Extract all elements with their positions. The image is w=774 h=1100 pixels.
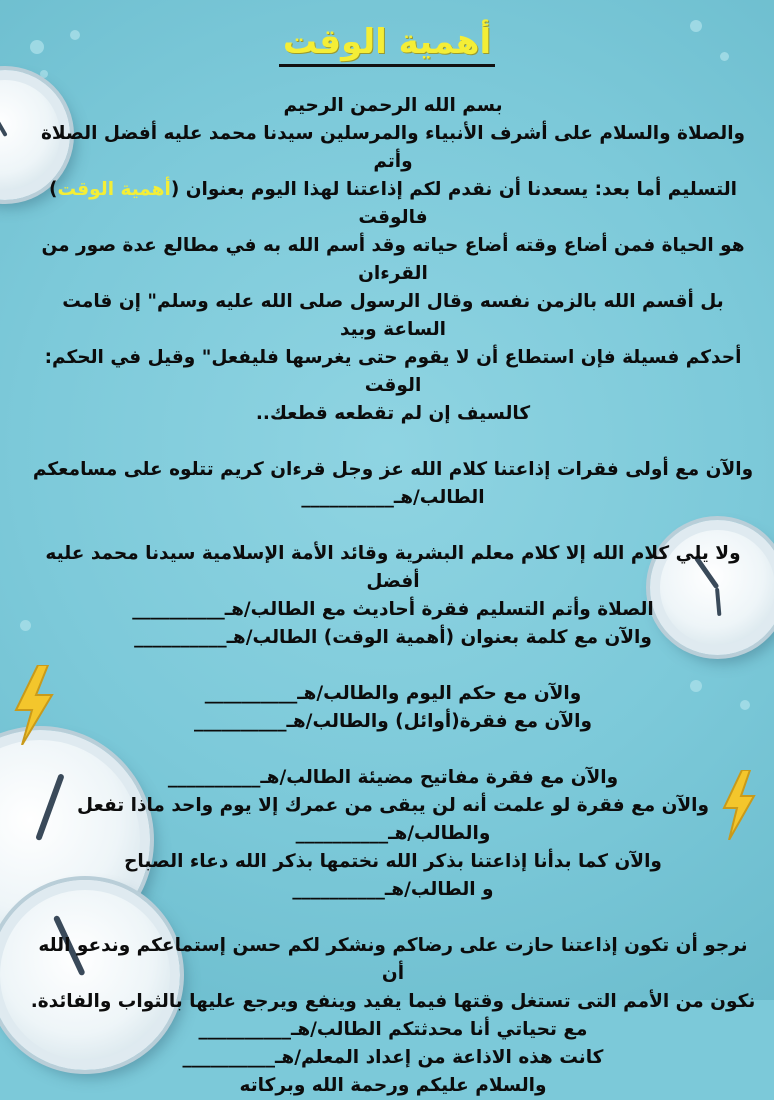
spacer	[28, 428, 758, 456]
text-line: والآن مع حكم اليوم والطالب/هـ__________	[204, 683, 582, 704]
text-line: أحدكم فسيلة فإن استطاع أن لا يقوم حتى يغرسها فليفعل" وقيل في الحكم: الوقت	[44, 347, 742, 396]
text-fragment: التسليم أما بعد: يسعدنا أن نقدم لكم إذاعتنا لهذا اليوم بعنوان (	[170, 179, 737, 200]
text-fragment: ) فالوقت	[49, 179, 428, 228]
text-line: والآن مع فقرة لو علمت أنه لن يبقى من عمرك إلا يوم واحد ماذا تفعل	[76, 795, 710, 816]
spacer	[28, 512, 758, 540]
text-line: والصلاة والسلام على أشرف الأنبياء والمرسلين سيدنا محمد عليه أفضل الصلاة وأتم	[40, 123, 746, 172]
text-line: نرجو أن تكون إذاعتنا حازت على رضاكم ونشكر لكم حسن إستماعكم وندعو الله أن	[38, 935, 748, 984]
text-line: والآن كما بدأنا إذاعتنا بذكر الله نختمها بذكر الله دعاء الصباح	[124, 851, 662, 872]
text-line: الصلاة وأتم التسليم فقرة أحاديث مع الطالب/هـ__________	[132, 599, 654, 620]
text-line: والآن مع فقرة مفاتيح مضيئة الطالب/هـ__________	[167, 767, 619, 788]
text-line: والآن مع كلمة بعنوان (أهمية الوقت) الطالب/هـ__________	[134, 627, 652, 648]
spacer	[28, 904, 758, 932]
text-line: و الطالب/هـ__________	[292, 879, 494, 900]
text-line: نكون من الأمم التى تستغل وقتها فيما يفيد وينفع ويرجع عليها بالثواب والفائدة.	[30, 991, 756, 1012]
text-line: والطالب/هـ__________	[295, 823, 491, 844]
highlighted-title: أهمية الوقت	[57, 179, 171, 200]
spacer	[28, 736, 758, 764]
text-line: والسلام عليكم ورحمة الله وبركاته	[239, 1075, 547, 1096]
text-line: بل أقسم الله بالزمن نفسه وقال الرسول صلى الله عليه وسلم" إن قامت الساعة وبيد	[62, 291, 724, 340]
spacer	[28, 652, 758, 680]
broadcast-script	[28, 92, 758, 1100]
text-line: كانت هذه الاذاعة من إعداد المعلم/هـ__________	[182, 1047, 604, 1068]
text-line: والآن مع فقرة(أوائل) والطالب/هـ__________	[194, 711, 592, 732]
text-line: ولا يلي كلام الله إلا كلام معلم البشرية وقائد الأمة الإسلامية سيدنا محمد عليه أفضل	[45, 543, 741, 592]
text-line: والآن مع أولى فقرات إذاعتنا كلام الله عز وجل قرءان كريم تتلوه على مسامعكم	[32, 459, 754, 480]
page-title-text: أهمية الوقت	[279, 22, 495, 67]
decor-dot	[40, 70, 48, 78]
text-line	[28, 176, 758, 232]
text-line: بسم الله الرحمن الرحيم	[283, 95, 503, 116]
text-line: الطالب/هـ__________	[301, 487, 485, 508]
text-line: كالسيف إن لم تقطعه قطعك..	[255, 403, 531, 424]
text-line: مع تحياتي أنا محدثتكم الطالب/هـ__________	[198, 1019, 588, 1040]
text-line: هو الحياة فمن أضاع وقته أضاع حياته وقد أسم الله به في مطالع عدة صور من القرءان	[41, 235, 745, 284]
page-title	[0, 22, 774, 67]
